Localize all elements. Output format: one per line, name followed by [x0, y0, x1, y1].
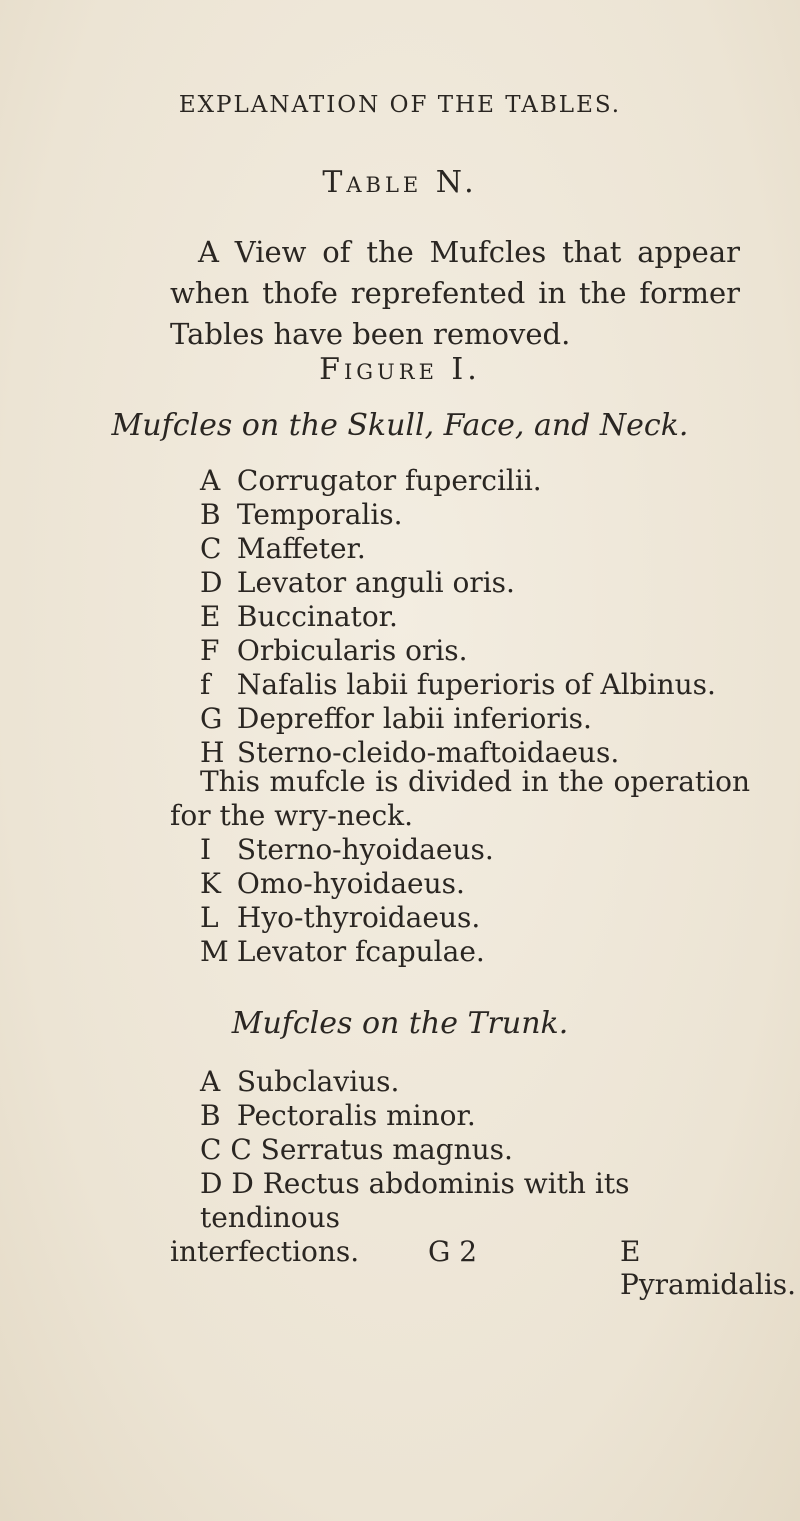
entry-text: Nafalis labii fuperioris of Albinus.	[236, 668, 716, 701]
entry-letter: A	[200, 464, 221, 497]
list-item	[200, 464, 760, 498]
list-item	[200, 1065, 760, 1099]
list-item	[200, 1133, 760, 1167]
entry-letter: C C	[200, 1133, 252, 1166]
entry-letter: H	[200, 736, 225, 769]
entry-list-skull	[200, 464, 760, 770]
catchword: E Pyramidalis.	[620, 1235, 797, 1301]
table-title: Table N.	[322, 165, 478, 200]
entry-text: Pectoralis minor.	[236, 1099, 476, 1132]
section-title-trunk: Mufcles on the Trunk.	[231, 1006, 569, 1041]
entry-text: Subclavius.	[236, 1065, 400, 1098]
entry-list-trunk	[200, 1065, 760, 1167]
entry-text: Temporalis.	[236, 498, 403, 531]
entry-letter: B	[200, 498, 221, 531]
entry-text: Buccinator.	[236, 600, 398, 633]
entry-letter: K	[200, 867, 221, 900]
entry-text: Sterno-cleido-maftoidaeus.	[236, 736, 620, 769]
note-wry-neck: This mufcle is divided in the operation for the wry-neck.	[170, 765, 750, 832]
list-item	[200, 668, 760, 702]
list-item	[200, 702, 760, 736]
entry-text: Omo-hyoidaeus.	[236, 867, 465, 900]
list-item	[200, 566, 760, 600]
list-item	[200, 901, 760, 935]
list-item	[200, 935, 760, 969]
running-head: EXPLANATION OF THE TABLES.	[178, 92, 622, 118]
section-title-skull: Mufcles on the Skull, Face, and Neck.	[111, 408, 689, 443]
entry-text: Orbicularis oris.	[236, 634, 468, 667]
entry-text: Depreffor labii inferioris.	[236, 702, 592, 735]
entry-text: Levator anguli oris.	[236, 566, 515, 599]
list-item	[200, 634, 760, 668]
entry-letter: I	[200, 833, 212, 866]
list-item	[200, 1099, 760, 1133]
entry-letter: M	[200, 935, 229, 968]
entry-text: Serratus magnus.	[260, 1133, 513, 1166]
entry-text: Levator fcapulae.	[236, 935, 485, 968]
list-item	[200, 600, 760, 634]
entry-rectus-line1: D D Rectus abdominis with its tendinous	[200, 1167, 630, 1234]
list-item	[200, 532, 760, 566]
list-item	[200, 833, 760, 867]
entry-text: Hyo-thyroidaeus.	[236, 901, 481, 934]
entry-letter: f	[200, 668, 211, 701]
figure-heading: Figure I.	[319, 352, 481, 387]
entry-list-neck	[200, 833, 760, 969]
entry-text: Sterno-hyoidaeus.	[236, 833, 494, 866]
entry-letter: D	[200, 566, 223, 599]
entry-text: Maffeter.	[236, 532, 366, 565]
entry-text: Corrugator fupercilii.	[236, 464, 542, 497]
signature-mark: G 2	[428, 1235, 478, 1268]
entry-letter: B	[200, 1099, 221, 1132]
list-item	[200, 867, 760, 901]
list-item	[200, 498, 760, 532]
entry-letter: L	[200, 901, 219, 934]
entry-letter: F	[200, 634, 220, 667]
intro-paragraph: A View of the Mufcles that appear when thofe reprefented in the former Tables have been removed.	[170, 235, 740, 351]
entry-letter: C	[200, 532, 222, 565]
entry-letter: A	[200, 1065, 221, 1098]
entry-rectus-line2: interfections.	[170, 1235, 360, 1268]
entry-letter: E	[200, 600, 221, 633]
entry-letter: G	[200, 702, 223, 735]
